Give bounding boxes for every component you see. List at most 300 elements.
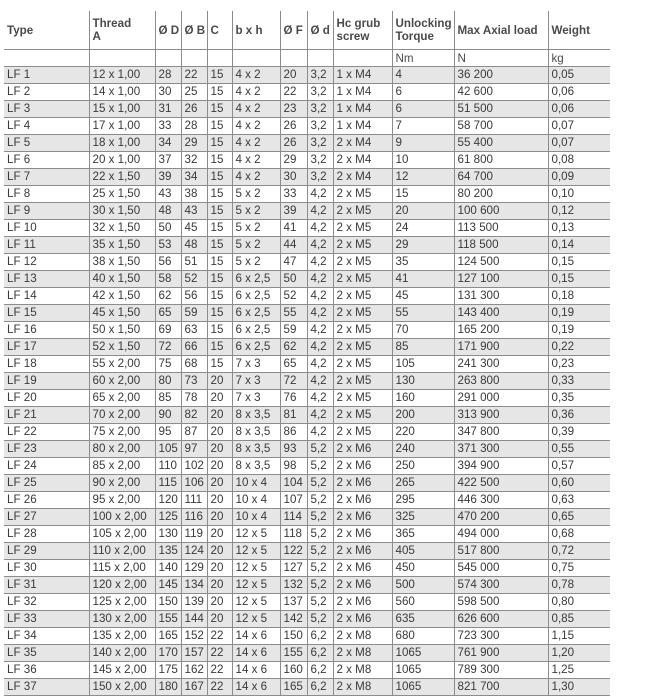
- cell-torque: 7: [392, 118, 454, 135]
- cell-thread: 12 x 1,00: [89, 67, 155, 84]
- cell-thread: 14 x 1,00: [89, 84, 155, 101]
- cell-axial-load: 626 600: [454, 611, 548, 628]
- cell-torque: 12: [392, 169, 454, 186]
- cell-axial-load: 100 600: [454, 203, 548, 220]
- table-row: [4, 577, 610, 594]
- cell-c: 15: [207, 322, 232, 339]
- cell-torque: 29: [392, 237, 454, 254]
- cell-bxh: 10 x 4: [232, 475, 280, 492]
- cell-bxh: 12 x 5: [232, 611, 280, 628]
- cell-odsmall: 5,2: [307, 475, 333, 492]
- cell-ob: 43: [181, 203, 207, 220]
- cell-grub-screw: 2 x M6: [333, 475, 392, 492]
- cell-type: LF 6: [4, 152, 89, 169]
- cell-c: 22: [207, 679, 232, 696]
- cell-bxh: 5 x 2: [232, 203, 280, 220]
- table-header: [4, 11, 610, 67]
- cell-odsmall: 5,2: [307, 611, 333, 628]
- cell-weight: 0,22: [548, 339, 610, 356]
- cell-type: LF 16: [4, 322, 89, 339]
- cell-grub-screw: 2 x M4: [333, 135, 392, 152]
- cell-axial-load: 789 300: [454, 662, 548, 679]
- cell-of: 81: [280, 407, 307, 424]
- cell-od: 180: [155, 679, 181, 696]
- cell-torque: 325: [392, 509, 454, 526]
- cell-weight: 0,07: [548, 135, 610, 152]
- cell-weight: 0,13: [548, 220, 610, 237]
- cell-c: 20: [207, 526, 232, 543]
- cell-weight: 0,06: [548, 101, 610, 118]
- cell-odsmall: 3,2: [307, 84, 333, 101]
- cell-odsmall: 3,2: [307, 101, 333, 118]
- cell-odsmall: 5,2: [307, 526, 333, 543]
- column-header-weight: Weight: [551, 23, 590, 37]
- cell-axial-load: 545 000: [454, 560, 548, 577]
- cell-grub-screw: 2 x M6: [333, 441, 392, 458]
- cell-grub-screw: 2 x M6: [333, 509, 392, 526]
- cell-weight: 0,55: [548, 441, 610, 458]
- cell-weight: 0,72: [548, 543, 610, 560]
- cell-axial-load: 761 900: [454, 645, 548, 662]
- cell-type: LF 37: [4, 679, 89, 696]
- cell-grub-screw: 2 x M5: [333, 356, 392, 373]
- cell-thread: 35 x 1,50: [89, 237, 155, 254]
- cell-type: LF 36: [4, 662, 89, 679]
- cell-grub-screw: 2 x M6: [333, 594, 392, 611]
- cell-thread: 15 x 1,00: [89, 101, 155, 118]
- unit-cell-od: [155, 50, 181, 67]
- cell-od: 43: [155, 186, 181, 203]
- cell-weight: 0,15: [548, 271, 610, 288]
- cell-odsmall: 4,2: [307, 203, 333, 220]
- table-row: [4, 101, 610, 118]
- cell-weight: 1,20: [548, 645, 610, 662]
- cell-ob: 111: [181, 492, 207, 509]
- cell-od: 135: [155, 543, 181, 560]
- cell-torque: 130: [392, 373, 454, 390]
- cell-c: 15: [207, 237, 232, 254]
- cell-bxh: 4 x 2: [232, 118, 280, 135]
- cell-of: 93: [280, 441, 307, 458]
- cell-torque: 405: [392, 543, 454, 560]
- cell-axial-load: 36 200: [454, 67, 548, 84]
- cell-of: 142: [280, 611, 307, 628]
- cell-bxh: 6 x 2,5: [232, 322, 280, 339]
- table-row: [4, 458, 610, 475]
- cell-weight: 0,33: [548, 373, 610, 390]
- cell-type: LF 8: [4, 186, 89, 203]
- cell-weight: 0,10: [548, 186, 610, 203]
- table-row: [4, 67, 610, 84]
- cell-c: 15: [207, 271, 232, 288]
- cell-grub-screw: 2 x M5: [333, 339, 392, 356]
- units-row: [4, 50, 610, 67]
- cell-od: 34: [155, 135, 181, 152]
- cell-axial-load: 241 300: [454, 356, 548, 373]
- cell-od: 165: [155, 628, 181, 645]
- table-row: [4, 254, 610, 271]
- cell-torque: 1065: [392, 662, 454, 679]
- cell-axial-load: 143 400: [454, 305, 548, 322]
- cell-type: LF 9: [4, 203, 89, 220]
- cell-odsmall: 5,2: [307, 458, 333, 475]
- cell-of: 118: [280, 526, 307, 543]
- cell-bxh: 8 x 3,5: [232, 407, 280, 424]
- cell-torque: 35: [392, 254, 454, 271]
- cell-od: 145: [155, 577, 181, 594]
- cell-of: 86: [280, 424, 307, 441]
- column-header-ob: Ø B: [181, 11, 207, 50]
- cell-c: 15: [207, 305, 232, 322]
- cell-c: 22: [207, 662, 232, 679]
- cell-axial-load: 131 300: [454, 288, 548, 305]
- cell-grub-screw: 1 x M4: [333, 118, 392, 135]
- cell-torque: 240: [392, 441, 454, 458]
- cell-torque: 265: [392, 475, 454, 492]
- cell-odsmall: 4,2: [307, 186, 333, 203]
- cell-of: 98: [280, 458, 307, 475]
- cell-weight: 0,05: [548, 67, 610, 84]
- cell-thread: 85 x 2,00: [89, 458, 155, 475]
- cell-bxh: 5 x 2: [232, 254, 280, 271]
- cell-type: LF 27: [4, 509, 89, 526]
- cell-type: LF 34: [4, 628, 89, 645]
- cell-type: LF 32: [4, 594, 89, 611]
- cell-bxh: 8 x 3,5: [232, 458, 280, 475]
- cell-od: 69: [155, 322, 181, 339]
- cell-thread: 90 x 2,00: [89, 475, 155, 492]
- cell-thread: 70 x 2,00: [89, 407, 155, 424]
- cell-c: 15: [207, 67, 232, 84]
- cell-axial-load: 723 300: [454, 628, 548, 645]
- cell-odsmall: 6,2: [307, 662, 333, 679]
- table-row: [4, 560, 610, 577]
- cell-c: 15: [207, 254, 232, 271]
- cell-of: 72: [280, 373, 307, 390]
- cell-grub-screw: 2 x M6: [333, 492, 392, 509]
- unit-cell-bxh: [232, 50, 280, 67]
- table-row: [4, 220, 610, 237]
- cell-bxh: 12 x 5: [232, 594, 280, 611]
- cell-grub-screw: 2 x M8: [333, 662, 392, 679]
- cell-od: 53: [155, 237, 181, 254]
- cell-axial-load: 598 500: [454, 594, 548, 611]
- table-row: [4, 373, 610, 390]
- cell-axial-load: 42 600: [454, 84, 548, 101]
- cell-thread: 75 x 2,00: [89, 424, 155, 441]
- cell-axial-load: 113 500: [454, 220, 548, 237]
- table-row: [4, 526, 610, 543]
- cell-thread: 65 x 2,00: [89, 390, 155, 407]
- cell-od: 37: [155, 152, 181, 169]
- cell-bxh: 6 x 2,5: [232, 339, 280, 356]
- cell-odsmall: 4,2: [307, 288, 333, 305]
- cell-torque: 6: [392, 84, 454, 101]
- cell-torque: 680: [392, 628, 454, 645]
- cell-thread: 60 x 2,00: [89, 373, 155, 390]
- cell-c: 15: [207, 288, 232, 305]
- cell-type: LF 33: [4, 611, 89, 628]
- cell-grub-screw: 2 x M8: [333, 679, 392, 696]
- column-header-thread: Thread A: [89, 11, 155, 50]
- cell-grub-screw: 2 x M8: [333, 645, 392, 662]
- table-row: [4, 390, 610, 407]
- column-header-axial-load: Max Axial load: [454, 11, 548, 50]
- cell-thread: 22 x 1,50: [89, 169, 155, 186]
- cell-thread: 115 x 2,00: [89, 560, 155, 577]
- cell-c: 15: [207, 118, 232, 135]
- cell-c: 20: [207, 390, 232, 407]
- cell-type: LF 30: [4, 560, 89, 577]
- cell-type: LF 13: [4, 271, 89, 288]
- cell-bxh: 8 x 3,5: [232, 441, 280, 458]
- table-row: [4, 645, 610, 662]
- cell-ob: 63: [181, 322, 207, 339]
- table-row: [4, 356, 610, 373]
- column-header-type: Type: [4, 11, 89, 50]
- cell-of: 160: [280, 662, 307, 679]
- cell-od: 56: [155, 254, 181, 271]
- table-row: [4, 203, 610, 220]
- cell-axial-load: 291 000: [454, 390, 548, 407]
- cell-ob: 97: [181, 441, 207, 458]
- cell-weight: 0,35: [548, 390, 610, 407]
- cell-od: 120: [155, 492, 181, 509]
- cell-od: 30: [155, 84, 181, 101]
- cell-ob: 22: [181, 67, 207, 84]
- cell-grub-screw: 2 x M6: [333, 526, 392, 543]
- cell-ob: 106: [181, 475, 207, 492]
- cell-odsmall: 6,2: [307, 679, 333, 696]
- cell-ob: 25: [181, 84, 207, 101]
- header-row: [4, 11, 610, 50]
- cell-grub-screw: 2 x M5: [333, 254, 392, 271]
- cell-ob: 102: [181, 458, 207, 475]
- cell-bxh: 4 x 2: [232, 84, 280, 101]
- cell-type: LF 3: [4, 101, 89, 118]
- table-row: [4, 441, 610, 458]
- cell-weight: 0,06: [548, 84, 610, 101]
- cell-thread: 80 x 2,00: [89, 441, 155, 458]
- cell-torque: 295: [392, 492, 454, 509]
- cell-of: 65: [280, 356, 307, 373]
- cell-ob: 82: [181, 407, 207, 424]
- cell-type: LF 25: [4, 475, 89, 492]
- cell-odsmall: 5,2: [307, 560, 333, 577]
- cell-ob: 139: [181, 594, 207, 611]
- cell-grub-screw: 2 x M5: [333, 288, 392, 305]
- cell-odsmall: 3,2: [307, 169, 333, 186]
- cell-torque: 220: [392, 424, 454, 441]
- cell-odsmall: 4,2: [307, 271, 333, 288]
- cell-of: 33: [280, 186, 307, 203]
- table-row: [4, 118, 610, 135]
- cell-bxh: 5 x 2: [232, 186, 280, 203]
- cell-odsmall: 4,2: [307, 373, 333, 390]
- cell-ob: 87: [181, 424, 207, 441]
- cell-axial-load: 58 700: [454, 118, 548, 135]
- cell-weight: 0,80: [548, 594, 610, 611]
- cell-od: 170: [155, 645, 181, 662]
- cell-type: LF 4: [4, 118, 89, 135]
- cell-grub-screw: 2 x M6: [333, 611, 392, 628]
- cell-of: 50: [280, 271, 307, 288]
- table-row: [4, 288, 610, 305]
- cell-bxh: 12 x 5: [232, 577, 280, 594]
- cell-type: LF 11: [4, 237, 89, 254]
- table-row: [4, 271, 610, 288]
- cell-type: LF 26: [4, 492, 89, 509]
- cell-type: LF 23: [4, 441, 89, 458]
- cell-of: 20: [280, 67, 307, 84]
- cell-thread: 130 x 2,00: [89, 611, 155, 628]
- cell-odsmall: 4,2: [307, 356, 333, 373]
- cell-of: 39: [280, 203, 307, 220]
- table-row: [4, 424, 610, 441]
- cell-weight: 0,14: [548, 237, 610, 254]
- cell-ob: 157: [181, 645, 207, 662]
- unit-cell-odsmall: [307, 50, 333, 67]
- cell-ob: 162: [181, 662, 207, 679]
- cell-weight: 0,36: [548, 407, 610, 424]
- cell-weight: 0,15: [548, 254, 610, 271]
- cell-odsmall: 5,2: [307, 543, 333, 560]
- cell-of: 137: [280, 594, 307, 611]
- table-row: [4, 135, 610, 152]
- cell-weight: 0,78: [548, 577, 610, 594]
- unit-cell-axial-load: N: [454, 50, 548, 67]
- cell-odsmall: 5,2: [307, 441, 333, 458]
- cell-grub-screw: 2 x M5: [333, 424, 392, 441]
- cell-ob: 29: [181, 135, 207, 152]
- cell-weight: 0,85: [548, 611, 610, 628]
- cell-grub-screw: 2 x M5: [333, 271, 392, 288]
- cell-ob: 134: [181, 577, 207, 594]
- cell-thread: 145 x 2,00: [89, 662, 155, 679]
- cell-odsmall: 5,2: [307, 492, 333, 509]
- column-header-odsmall: Ø d: [307, 11, 333, 50]
- cell-od: 140: [155, 560, 181, 577]
- cell-ob: 119: [181, 526, 207, 543]
- unit-cell-of: [280, 50, 307, 67]
- cell-torque: 160: [392, 390, 454, 407]
- cell-axial-load: 127 100: [454, 271, 548, 288]
- cell-ob: 66: [181, 339, 207, 356]
- cell-c: 20: [207, 577, 232, 594]
- cell-weight: 0,65: [548, 509, 610, 526]
- cell-c: 15: [207, 220, 232, 237]
- cell-weight: 1,15: [548, 628, 610, 645]
- cell-thread: 52 x 1,50: [89, 339, 155, 356]
- cell-axial-load: 61 800: [454, 152, 548, 169]
- cell-od: 80: [155, 373, 181, 390]
- cell-weight: 0,75: [548, 560, 610, 577]
- cell-c: 20: [207, 407, 232, 424]
- cell-bxh: 4 x 2: [232, 101, 280, 118]
- unit-cell-type: [4, 50, 89, 67]
- cell-grub-screw: 1 x M4: [333, 67, 392, 84]
- cell-grub-screw: 2 x M6: [333, 543, 392, 560]
- cell-c: 20: [207, 509, 232, 526]
- column-header-torque: Unlocking Torque: [392, 11, 454, 50]
- cell-c: 20: [207, 611, 232, 628]
- cell-axial-load: 371 300: [454, 441, 548, 458]
- cell-axial-load: 313 900: [454, 407, 548, 424]
- cell-odsmall: 3,2: [307, 152, 333, 169]
- cell-ob: 34: [181, 169, 207, 186]
- cell-weight: 0,23: [548, 356, 610, 373]
- cell-bxh: 5 x 2: [232, 220, 280, 237]
- cell-grub-screw: 2 x M5: [333, 390, 392, 407]
- cell-ob: 51: [181, 254, 207, 271]
- cell-of: 114: [280, 509, 307, 526]
- cell-of: 22: [280, 84, 307, 101]
- cell-thread: 45 x 1,50: [89, 305, 155, 322]
- cell-type: LF 1: [4, 67, 89, 84]
- cell-bxh: 12 x 5: [232, 526, 280, 543]
- cell-type: LF 7: [4, 169, 89, 186]
- cell-weight: 1,30: [548, 679, 610, 696]
- cell-axial-load: 263 800: [454, 373, 548, 390]
- cell-axial-load: 422 500: [454, 475, 548, 492]
- cell-thread: 25 x 1,50: [89, 186, 155, 203]
- cell-thread: 140 x 2,00: [89, 645, 155, 662]
- cell-weight: 0,07: [548, 118, 610, 135]
- cell-of: 150: [280, 628, 307, 645]
- cell-of: 122: [280, 543, 307, 560]
- cell-of: 41: [280, 220, 307, 237]
- cell-odsmall: 4,2: [307, 322, 333, 339]
- cell-od: 115: [155, 475, 181, 492]
- cell-bxh: 8 x 3,5: [232, 424, 280, 441]
- cell-bxh: 12 x 5: [232, 543, 280, 560]
- cell-bxh: 10 x 4: [232, 492, 280, 509]
- cell-odsmall: 4,2: [307, 305, 333, 322]
- column-header-od: Ø D: [155, 11, 181, 50]
- cell-odsmall: 3,2: [307, 135, 333, 152]
- cell-ob: 59: [181, 305, 207, 322]
- column-header-grub-screw: Hc grub screw: [333, 11, 392, 50]
- cell-type: LF 22: [4, 424, 89, 441]
- cell-odsmall: 4,2: [307, 339, 333, 356]
- cell-c: 15: [207, 356, 232, 373]
- cell-torque: 70: [392, 322, 454, 339]
- specification-table: [4, 11, 610, 696]
- cell-grub-screw: 2 x M5: [333, 203, 392, 220]
- cell-bxh: 14 x 6: [232, 645, 280, 662]
- cell-thread: 110 x 2,00: [89, 543, 155, 560]
- cell-bxh: 6 x 2,5: [232, 271, 280, 288]
- cell-of: 26: [280, 118, 307, 135]
- cell-torque: 105: [392, 356, 454, 373]
- cell-c: 20: [207, 373, 232, 390]
- table-row: [4, 339, 610, 356]
- cell-od: 150: [155, 594, 181, 611]
- cell-c: 20: [207, 424, 232, 441]
- cell-bxh: 12 x 5: [232, 560, 280, 577]
- cell-od: 90: [155, 407, 181, 424]
- table-row: [4, 407, 610, 424]
- specification-table-container: [4, 11, 610, 696]
- cell-axial-load: 517 800: [454, 543, 548, 560]
- cell-ob: 129: [181, 560, 207, 577]
- cell-od: 85: [155, 390, 181, 407]
- column-header-c: C: [207, 11, 232, 50]
- cell-of: 30: [280, 169, 307, 186]
- cell-axial-load: 494 000: [454, 526, 548, 543]
- cell-od: 125: [155, 509, 181, 526]
- unit-cell-torque: Nm: [392, 50, 454, 67]
